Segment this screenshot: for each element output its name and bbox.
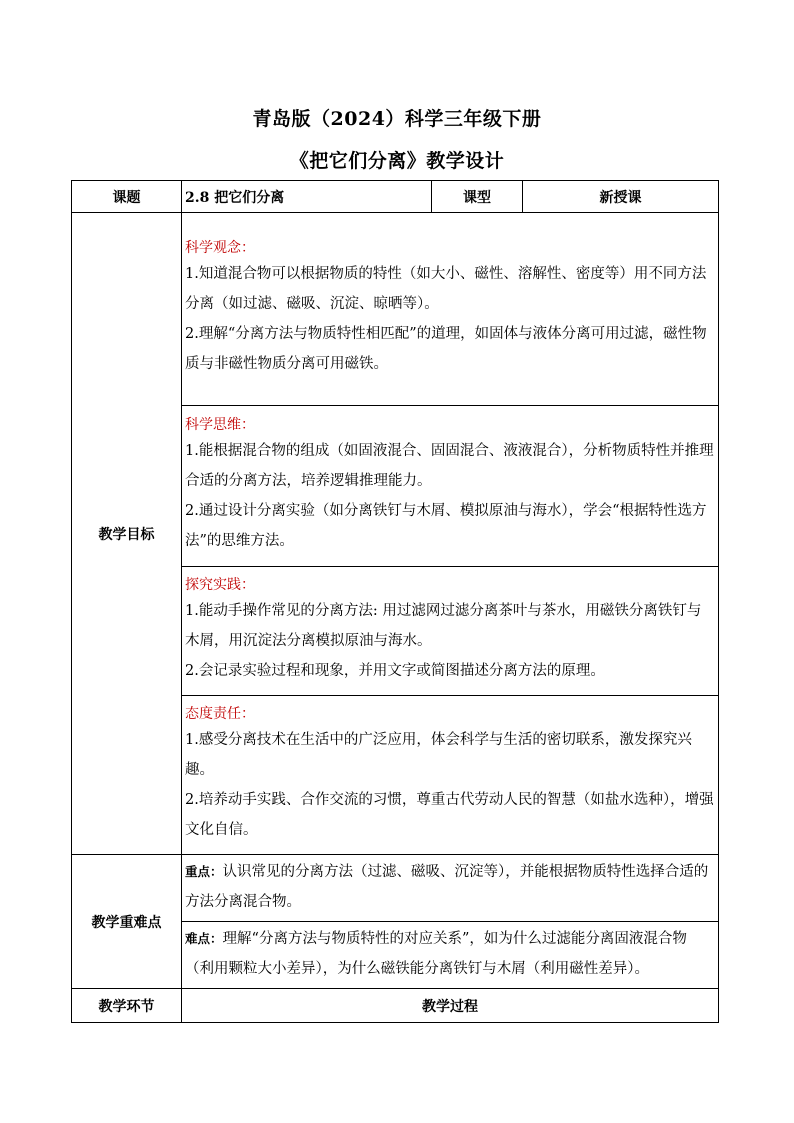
objective-item: 2.理解“分离方法与物质特性相匹配”的道理，如固体与液体分离可用过滤，磁性物质与非磁性物质分离可用磁铁。	[185, 326, 707, 372]
section-heading: 科学思维：	[185, 417, 255, 433]
difficulty-label: 难点	[185, 931, 211, 946]
topic-label: 课题	[72, 181, 182, 213]
objective-section	[182, 406, 719, 567]
objective-section	[182, 567, 719, 696]
objective-item: 2.通过设计分离实验（如分离铁钉与木屑、模拟原油与海水），学会“根据特性选方法”的思维方法。	[185, 503, 707, 549]
process-header-row	[72, 989, 719, 1023]
section-heading: 探究实践：	[185, 577, 255, 593]
objective-row-concept	[72, 213, 719, 406]
key-point-row	[72, 855, 719, 922]
objective-item: 1.知道混合物可以根据物质的特性（如大小、磁性、溶解性、密度等）用不同方法分离（如过滤、磁吸、沉淀、晾晒等）。	[185, 266, 707, 312]
type-value: 新授课	[523, 181, 719, 213]
key-label: 重点	[185, 864, 211, 879]
objective-item: 1.感受分离技术在生活中的广泛应用，体会科学与生活的密切联系，激发探究兴趣。	[185, 732, 692, 778]
type-label: 课型	[432, 181, 523, 213]
difficulty-text: 理解“分离方法与物质特性的对应关系”，如为什么过滤能分离固液混合物（利用颗粒大小差异），为什么磁铁能分离铁钉与木屑（利用磁性差异）。	[185, 931, 687, 977]
document-subtitle: 《把它们分离》教学设计	[289, 150, 505, 172]
section-heading: 科学观念：	[185, 240, 255, 256]
section-heading: 态度责任：	[185, 706, 255, 722]
objective-item: 2.培养动手实践、合作交流的习惯，尊重古代劳动人民的智慧（如盐水选种），增强文化自信。	[185, 792, 714, 838]
objective-item: 1.能根据混合物的组成（如固液混合、固固混合、液液混合），分析物质特性并推理合适的分离方法，培养逻辑推理能力。	[185, 443, 714, 489]
document-title: 青岛版（2024）科学三年级下册	[252, 108, 542, 130]
difficulty-cell: 难点：理解“分离方法与物质特性的对应关系”，如为什么过滤能分离固液混合物（利用颗粒大小差异），为什么磁铁能分离铁钉与木屑（利用磁性差异）。	[182, 922, 719, 989]
key-text: 认识常见的分离方法（过滤、磁吸、沉淀等），并能根据物质特性选择合适的方法分离混合物。	[185, 864, 709, 910]
key-point-cell: 重点：认识常见的分离方法（过滤、磁吸、沉淀等），并能根据物质特性选择合适的方法分离混合物。	[182, 855, 719, 922]
objective-section	[182, 213, 719, 406]
objective-section	[182, 696, 719, 855]
objective-item: 2.会记录实验过程和现象，并用文字或简图描述分离方法的原理。	[185, 663, 605, 679]
objective-item: 1.能动手操作常见的分离方法: 用过滤网过滤分离茶叶与茶水，用磁铁分离铁钉与木屑，用沉淀法分离模拟原油与海水。	[185, 603, 702, 649]
stage-label: 教学环节	[72, 989, 182, 1023]
lesson-plan-table	[71, 180, 719, 1023]
topic-value: 2.8 把它们分离	[182, 181, 432, 213]
objectives-label: 教学目标	[72, 213, 182, 855]
key-points-label: 教学重难点	[72, 855, 182, 989]
process-label: 教学过程	[182, 989, 719, 1023]
header-row	[72, 181, 719, 213]
